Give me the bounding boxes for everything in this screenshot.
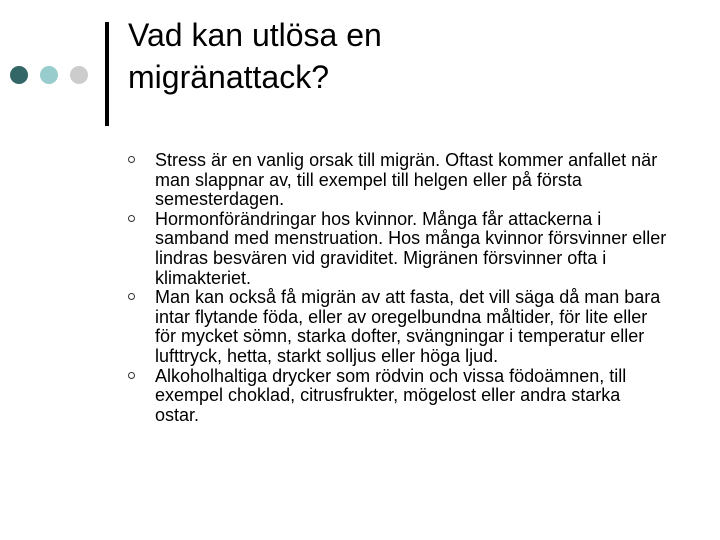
bullet-ring-icon bbox=[128, 372, 135, 379]
bullet-list bbox=[128, 151, 668, 425]
bullet-text: Alkoholhaltiga drycker som rödvin och vissa födoämnen, till exempel choklad, citrusfrukter, mögelost eller andra starka ostar. bbox=[155, 365, 627, 425]
title-line-1: Vad kan utlösa en bbox=[128, 17, 382, 53]
bullet-item-fasting bbox=[128, 288, 668, 366]
title-divider bbox=[105, 22, 109, 126]
title-line-2: migränattack? bbox=[128, 59, 329, 95]
bullet-text: Stress är en vanlig orsak till migrän. Oftast kommer anfallet när man slappnar av, till exempel till helgen eller på första semesterdagen. bbox=[155, 150, 658, 210]
slide-title bbox=[128, 14, 688, 98]
bullet-ring-icon bbox=[128, 156, 135, 163]
bullet-item-hormones bbox=[128, 210, 668, 288]
bullet-ring-icon bbox=[128, 215, 135, 222]
bullet-text: Man kan också få migrän av att fasta, det vill säga då man bara intar flytande föda, eller av oregelbundna måltider, för lite eller för mycket sömn, starka dofter, svängningar i temperatur eller lufttryck, hetta, starkt solljus eller höga ljud. bbox=[155, 287, 661, 366]
bullet-item-alcohol bbox=[128, 367, 668, 426]
accent-dot-dark bbox=[10, 66, 28, 84]
accent-dot-light bbox=[40, 66, 58, 84]
bullet-text: Hormonförändringar hos kvinnor. Många får attackerna i samband med menstruation. Hos många kvinnor försvinner eller lindras besvären vid graviditet. Migränen försvinner ofta i klimakteriet. bbox=[155, 208, 667, 288]
bullet-ring-icon bbox=[128, 293, 135, 300]
accent-dot-gray bbox=[70, 66, 88, 84]
bullet-item-stress bbox=[128, 151, 668, 210]
